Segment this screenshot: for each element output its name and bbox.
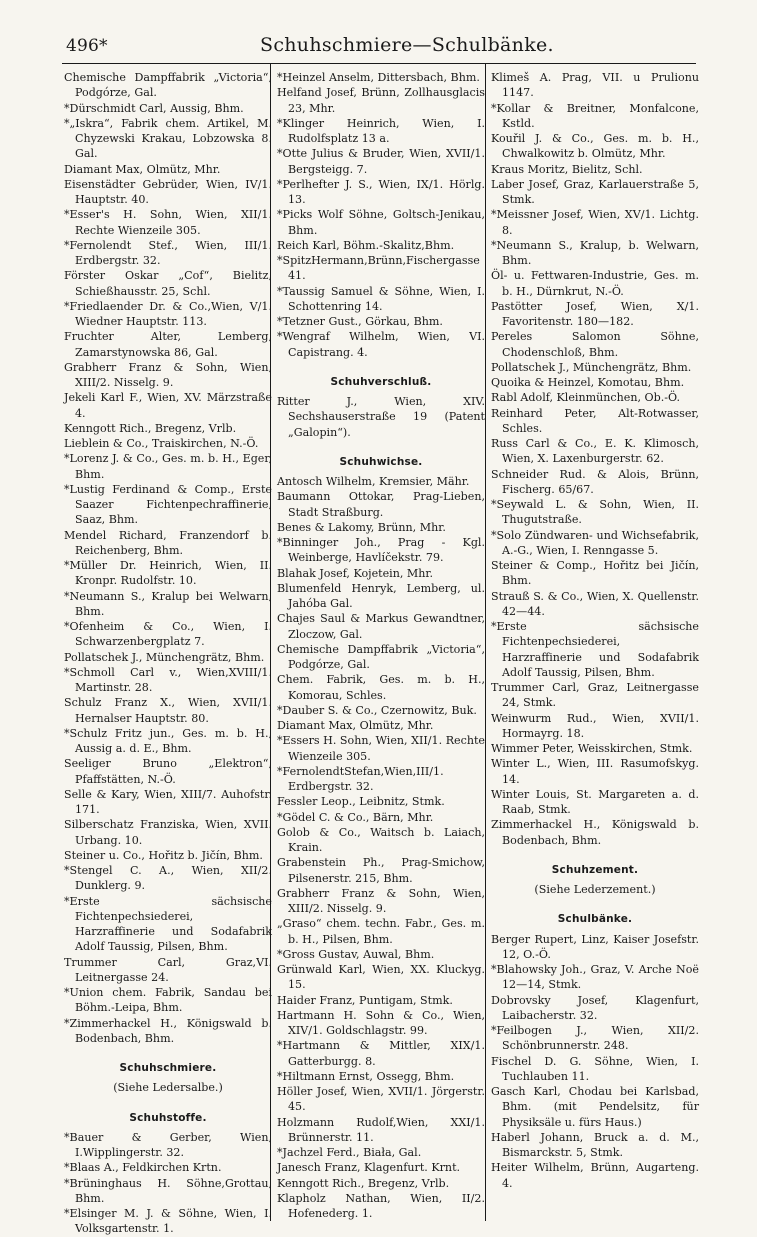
directory-entry: Silberschatz Franziska, Wien, XVII. Urbang. 10. (64, 818, 272, 847)
directory-entry: Janesch Franz, Klagenfurt. Krnt. (277, 1161, 461, 1175)
directory-entry: Heiter Wilhelm, Brünn, Augarteng. 4. (491, 1161, 699, 1190)
directory-entry: *Otte Julius & Bruder, Wien, XVII/1. Bergsteigg. 7. (277, 147, 485, 176)
directory-entry: Benes & Lakomy, Brünn, Mhr. (277, 520, 446, 534)
directory-entry: Antosch Wilhelm, Kremsier, Mähr. (277, 475, 470, 488)
directory-entry: *Seywald L. & Sohn, Wien, II. Thugutstraße. (491, 498, 699, 527)
directory-entry: Trummer Carl, Graz,VI. Leitnergasse 24. (64, 955, 272, 984)
directory-entry: *Feilbogen J., Wien, XII/2. Schönbrunnerstr. 248. (491, 1024, 699, 1053)
page-number: 496* (66, 36, 108, 56)
directory-entry: *Lustig Ferdinand & Comp., Erste Saazer Fichtenpechraffinerie, Saaz, Bhm. (64, 482, 272, 527)
directory-entry: *Blaas A., Feldkirchen Krtn. (64, 1161, 222, 1175)
column-divider (485, 64, 486, 1221)
directory-entry: Helfand Josef, Brünn, Zollhausglacis 23, Mhr. (277, 86, 485, 115)
directory-entry: *Lorenz J. & Co., Ges. m. b. H., Eger, Bhm. (64, 452, 272, 481)
section-heading: Schuhverschluß. (330, 375, 432, 388)
directory-entry: Laber Josef, Graz, Karlauerstraße 5, Stmk. (491, 177, 699, 206)
directory-entry: *Kollar & Breitner, Monfalcone, Kstld. (491, 101, 699, 130)
directory-entry: Eisenstädter Gebrüder, Wien, IV/1. Hauptstr. 40. (64, 177, 272, 206)
directory-entry: Berger Rupert, Linz, Kaiser Josefstr. 12, O.-Ö. (491, 932, 699, 961)
directory-entry: Schneider Rud. & Alois, Brünn, Fischerg. 65/67. (491, 467, 699, 496)
directory-entry: *Jachzel Ferd., Biała, Gal. (277, 1146, 422, 1159)
directory-entry: Weinwurm Rud., Wien, XVII/1. Hormayrg. 18. (491, 711, 699, 740)
directory-entry: *Erste sächsische Fichtenpechsiederei, Harzraffinerie und Sodafabrik Adolf Taussig, Pilsen, Bhm. (64, 894, 272, 954)
directory-entry: Dobrovsky Josef, Klagenfurt, Laibacherstr. 32. (491, 993, 699, 1022)
section-heading: Schuhwichse. (339, 455, 423, 468)
directory-entry: *Solo Zündwaren- und Wichsefabrik, A.-G., Wien, I. Renngasse 5. (491, 528, 699, 557)
directory-entry: *Fernolendt Stef., Wien, III/1. Erdbergstr. 32. (64, 238, 272, 267)
directory-entry: *Meissner Josef, Wien, XV/1. Lichtg. 8. (491, 208, 699, 237)
page-title: Schuhschmiere—Schulbänke. (260, 34, 554, 56)
directory-column-2 (277, 70, 485, 1221)
directory-entry: Lieblein & Co., Traiskirchen, N.-Ö. (64, 437, 259, 450)
directory-entry: *Bauer & Gerber, Wien, I.Wipplingerstr. 32. (64, 1130, 272, 1159)
directory-entry: Chemische Dampffabrik „Victoria“, Podgórze, Gal. (64, 71, 272, 100)
directory-entry: Blumenfeld Henryk, Lemberg, ul. Jahóba Gal. (277, 581, 485, 610)
directory-entry: *FernolendtStefan,Wien,III/1. Erdbergstr. 32. (277, 764, 444, 793)
directory-entry: *Hartmann & Mittler, XIX/1. Gatterburgg. 8. (277, 1039, 485, 1068)
directory-entry: Grabenstein Ph., Prag-Smichow, Pilsenerstr. 215, Bhm. (277, 856, 485, 885)
directory-entry: Jekeli Karl F., Wien, XV. Märzstraße 4. (64, 391, 272, 420)
directory-entry: *Dauber S. & Co., Czernowitz, Buk. (277, 703, 477, 717)
directory-entry: *Union chem. Fabrik, Sandau bei Böhm.-Leipa, Bhm. (64, 986, 272, 1015)
directory-entry: Pereles Salomon Söhne, Chodenschloß, Bhm. (491, 330, 699, 359)
directory-entry: *Binninger Joh., Prag - Kgl. Weinberge, Havlíčekstr. 79. (277, 536, 485, 565)
directory-column-1 (64, 70, 272, 1237)
directory-entry: Kouřil J. & Co., Ges. m. b. H., Chwalkowitz b. Olmütz, Mhr. (491, 132, 699, 161)
directory-entry: *Perlhefter J. S., Wien, IX/1. Hörlg. 13. (277, 177, 485, 206)
directory-entry: Diamant Max, Olmütz, Mhr. (277, 719, 434, 732)
directory-entry: Blahak Josef, Kojetein, Mhr. (277, 566, 434, 580)
directory-entry: Quoika & Heinzel, Komotau, Bhm. (491, 376, 685, 389)
directory-entry: Trummer Carl, Graz, Leitnergasse 24, Stmk. (491, 681, 699, 710)
directory-entry: Haberl Johann, Bruck a. d. M., Bismarckstr. 5, Stmk. (491, 1130, 699, 1159)
directory-entry: Hartmann H. Sohn & Co., Wien, XIV/1. Goldschlagstr. 99. (277, 1008, 485, 1037)
directory-entry: *Klinger Heinrich, Wien, I. Rudolfsplatz 13 a. (277, 116, 485, 145)
cross-reference-note: (Siehe Lederzement.) (534, 883, 656, 896)
directory-entry: Steiner u. Co., Hořitz b. Jičín, Bhm. (64, 848, 263, 862)
directory-entry: Winter Louis, St. Margareten a. d. Raab, Stmk. (491, 787, 699, 816)
directory-entry: *Müller Dr. Heinrich, Wien, II. Kronpr. Rudolfstr. 10. (64, 559, 272, 588)
page-header (0, 0, 757, 62)
directory-entry: *Ofenheim & Co., Wien, I. Schwarzenbergplatz 7. (64, 620, 272, 649)
directory-entry: Pollatschek J., Münchengrätz, Bhm. (491, 360, 692, 374)
directory-entry: Pollatschek J., Münchengrätz, Bhm. (64, 650, 265, 664)
directory-entry: *Essers H. Sohn, Wien, XII/1. Rechte Wienzeile 305. (277, 734, 485, 763)
directory-entry: *Neumann S., Kralup bei Welwarn, Bhm. (64, 589, 272, 618)
directory-entry: Seeliger Bruno „Elektron“, Pfaffstätten, N.-Ö. (64, 757, 272, 786)
directory-entry: *Hiltmann Ernst, Ossegg, Bhm. (277, 1069, 455, 1083)
directory-entry: Reinhard Peter, Alt-Rotwasser, Schles. (491, 406, 699, 435)
directory-entry: Grünwald Karl, Wien, XX. Kluckyg. 15. (277, 963, 485, 992)
directory-entry: Gasch Karl, Chodau bei Karlsbad, Bhm. (mit Pendelsitz, für Physiksäle u. fürs Haus.) (491, 1085, 699, 1129)
directory-entry: *Gödel C. & Co., Bärn, Mhr. (277, 810, 434, 824)
directory-entry: *Taussig Samuel & Söhne, Wien, I. Schottenring 14. (277, 284, 485, 313)
directory-entry: Holzmann Rudolf,Wien, XXI/1. Brünnerstr. 11. (277, 1115, 485, 1144)
directory-entry: *Schmoll Carl v., Wien,XVIII/1. Martinstr. 28. (64, 665, 272, 694)
section-heading: Schuhzement. (551, 863, 639, 876)
directory-entry: Strauß S. & Co., Wien, X. Quellenstr. 42—44. (491, 589, 699, 618)
directory-entry: *SpitzHermann,Brünn,Fischergasse 41. (277, 254, 480, 283)
directory-entry: Grabherr Franz & Sohn, Wien, XIII/2. Nisselg. 9. (277, 886, 485, 915)
directory-entry: Haider Franz, Puntigam, Stmk. (277, 993, 453, 1007)
directory-entry: „Graso“ chem. techn. Fabr., Ges. m. b. H., Pilsen, Bhm. (277, 917, 485, 946)
directory-entry: Russ Carl & Co., E. K. Klimosch, Wien, X. Laxenburgerstr. 62. (491, 437, 699, 466)
directory-entry: Wimmer Peter, Weisskirchen, Stmk. (491, 742, 693, 755)
section-heading: Schuhschmiere. (119, 1062, 217, 1074)
directory-entry: *Stengel C. A., Wien, XII/2. Dunklerg. 9. (64, 864, 272, 893)
directory-entry: Klimeš A. Prag, VII. u Prulionu 1147. (491, 71, 699, 100)
directory-entry: *Zimmerhackel H., Königswald b. Bodenbach, Bhm. (64, 1016, 272, 1045)
section-heading: Schuhstoffe. (129, 1111, 207, 1124)
directory-entry: *Picks Wolf Söhne, Goltsch-Jenikau, Bhm. (277, 208, 485, 237)
directory-entry: *„Iskra“, Fabrik chem. Artikel, M. Chyzewski Krakau, Lobzowska 8. Gal. (64, 116, 272, 161)
header-rule (62, 63, 696, 64)
directory-entry: Chemische Dampffabrik „Victoria“, Podgórze, Gal. (277, 642, 485, 671)
directory-entry: Diamant Max, Olmütz, Mhr. (64, 162, 221, 176)
directory-entry: *Brüninghaus H. Söhne,Grottau, Bhm. (64, 1176, 272, 1205)
directory-entry: *Schulz Fritz jun., Ges. m. b. H., Aussig a. d. E., Bhm. (64, 726, 272, 755)
directory-entry: Reich Karl, Böhm.-Skalitz,Bhm. (277, 238, 455, 252)
directory-entry: Ritter J., Wien, XIV. Sechshauserstraße 19 (Patent „Galopin“). (277, 395, 485, 439)
directory-entry: *Friedlaender Dr. & Co.,Wien, V/1. Wiedner Hauptstr. 113. (64, 299, 272, 328)
directory-entry: Chem. Fabrik, Ges. m. b. H., Komorau, Schles. (277, 673, 485, 702)
directory-entry: Kraus Moritz, Bielitz, Schl. (491, 162, 643, 176)
directory-entry: Baumann Ottokar, Prag-Lieben, Stadt Straßburg. (277, 490, 485, 519)
directory-entry: Pastötter Josef, Wien, X/1. Favoritenstr. 180—182. (491, 299, 699, 328)
directory-entry: *Elsinger M. J. & Söhne, Wien, I. Volksgartenstr. 1. (64, 1207, 272, 1236)
directory-entry: *Erste sächsische Fichtenpechsiederei, Harzraffinerie und Sodafabrik Adolf Taussig, Pilsen, Bhm. (491, 620, 699, 679)
directory-entry: *Blahowsky Joh., Graz, V. Arche Noë 12—14, Stmk. (491, 963, 699, 992)
directory-entry: Öl- u. Fettwaren-Industrie, Ges. m. b. H., Dürnkrut, N.-Ö. (491, 269, 699, 298)
directory-entry: Kenngott Rich., Bregenz, Vrlb. (64, 421, 237, 435)
directory-entry: Steiner & Comp., Hořitz bei Jičín, Bhm. (491, 559, 699, 588)
directory-entry: Grabherr Franz & Sohn, Wien, XIII/2. Nisselg. 9. (64, 360, 272, 389)
section-heading: Schulbänke. (557, 913, 633, 926)
directory-entry: Fessler Leop., Leibnitz, Stmk. (277, 795, 445, 809)
directory-entry: *Gross Gustav, Auwal, Bhm. (277, 947, 435, 961)
directory-entry: Förster Oskar „Cof“, Bielitz, Schießhausstr. 25, Schl. (64, 269, 272, 298)
directory-entry: Golob & Co., Waitsch b. Laiach, Krain. (277, 825, 485, 854)
directory-entry: *Heinzel Anselm, Dittersbach, Bhm. (277, 71, 480, 84)
directory-entry: Fischel D. G. Söhne, Wien, I. Tuchlauben 11. (491, 1054, 699, 1083)
directory-entry: *Esser's H. Sohn, Wien, XII/1. Rechte Wienzeile 305. (64, 208, 272, 237)
directory-column-3 (491, 70, 699, 1191)
cross-reference-note: (Siehe Ledersalbe.) (113, 1081, 223, 1095)
directory-entry: Rabl Adolf, Kleinmünchen, Ob.-Ö. (491, 391, 680, 405)
directory-entry: Schulz Franz X., Wien, XVII/1. Hernalser Hauptstr. 80. (64, 696, 272, 725)
directory-entry: Chajes Saul & Markus Gewandtner, Zloczow, Gal. (277, 612, 485, 641)
directory-entry: Fruchter Alter, Lemberg, Zamarstynowska 86, Gal. (64, 330, 272, 359)
directory-entry: Klapholz Nathan, Wien, II/2. Hofenederg. 1. (277, 1191, 485, 1220)
directory-entry: Zimmerhackel H., Königswald b. Bodenbach, Bhm. (491, 818, 699, 847)
directory-entry: Mendel Richard, Franzendorf b. Reichenberg, Bhm. (64, 528, 272, 557)
directory-entry: *Tetzner Gust., Görkau, Bhm. (277, 315, 443, 328)
directory-entry: *Dürschmidt Carl, Aussig, Bhm. (64, 101, 244, 115)
directory-entry: Winter L., Wien, III. Rasumofskyg. 14. (491, 757, 699, 786)
directory-entry: Kenngott Rich., Bregenz, Vrlb. (277, 1176, 450, 1190)
directory-entry: *Neumann S., Kralup, b. Welwarn, Bhm. (491, 238, 699, 267)
directory-entry: Selle & Kary, Wien, XIII/7. Auhofstr. 171. (64, 787, 272, 816)
directory-entry: Höller Josef, Wien, XVII/1. Jörgerstr. 45. (277, 1085, 485, 1114)
directory-entry: *Wengraf Wilhelm, Wien, VI. Capistrang. 4. (277, 330, 485, 359)
